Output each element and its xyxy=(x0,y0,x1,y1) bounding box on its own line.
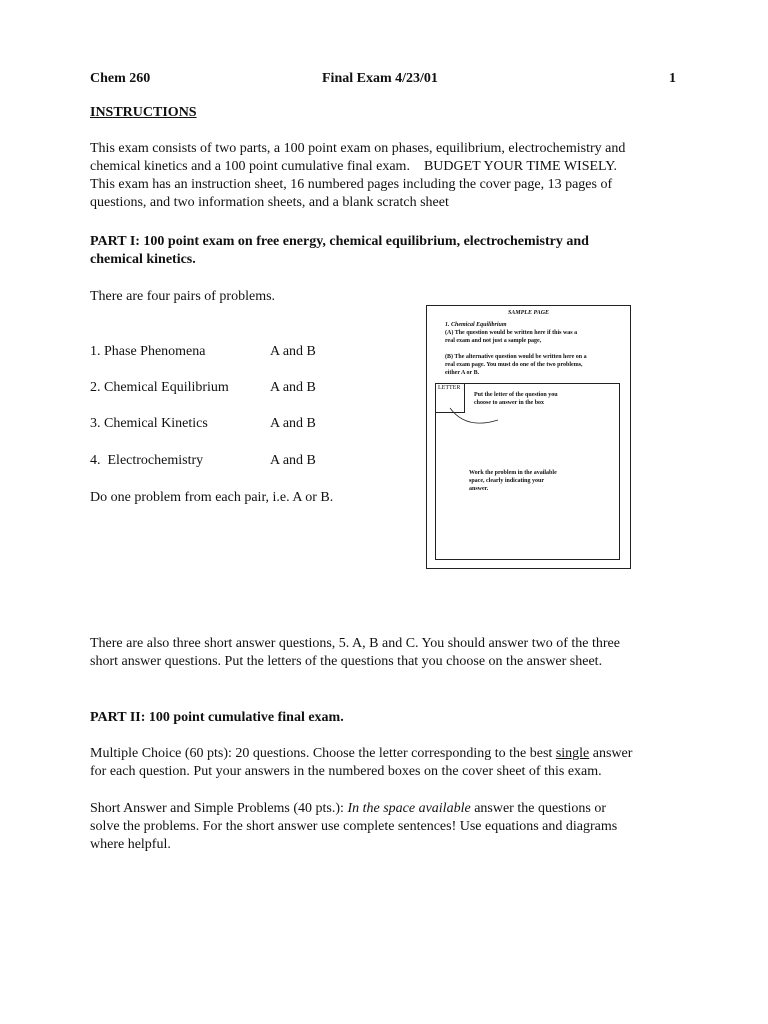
mc-text: answer xyxy=(589,746,633,761)
do-one-instruction: Do one problem from each pair, i.e. A or B. xyxy=(90,490,334,505)
pair-row xyxy=(90,415,316,433)
pair-topic: 4. Electrochemistry xyxy=(90,453,204,468)
short-answer-line: short answer questions. Put the letters of the questions that you choose on the answer sheet. xyxy=(90,654,603,669)
intro-line: This exam consists of two parts, a 100 point exam on phases, equilibrium, electrochemistry and xyxy=(90,141,626,156)
sample-b-line: real exam page. You must do one of the two problems, xyxy=(445,362,583,368)
sample-a-line: real exam and not just a sample page, xyxy=(445,338,542,344)
intro-line: chemical kinetics and a 100 point cumulative final exam. BUDGET YOUR TIME WISELY. xyxy=(90,159,617,174)
work-note-line: space, clearly indicating your xyxy=(469,478,544,484)
sample-page-title: SAMPLE PAGE xyxy=(507,310,550,316)
sample-b-line: (B) The alternative question would be written here on a xyxy=(445,354,587,360)
instructions-heading: INSTRUCTIONS xyxy=(90,105,197,120)
letter-label: LETTER xyxy=(438,385,461,391)
sa-line: where helpful. xyxy=(90,837,171,852)
pointer-arrow xyxy=(446,404,506,430)
pair-choice: A and B xyxy=(270,416,316,431)
mc-emphasis: single xyxy=(555,746,590,761)
letter-note-line: Put the letter of the question you xyxy=(474,392,558,398)
intro-line: This exam has an instruction sheet, 16 numbered pages including the cover page, 13 pages of xyxy=(90,177,613,192)
sample-answer-area xyxy=(435,383,620,560)
part1-heading-line: chemical kinetics. xyxy=(90,252,196,267)
pair-row xyxy=(90,379,316,397)
sample-b-line: either A or B. xyxy=(445,370,480,376)
sample-a-line: (A) The question would be written here if this was a xyxy=(445,330,578,336)
work-note-line: answer. xyxy=(469,486,489,492)
pair-choice: A and B xyxy=(270,453,316,468)
short-answer-problems-paragraph xyxy=(90,800,680,854)
intro-line: questions, and two information sheets, and a blank scratch sheet xyxy=(90,195,449,210)
sample-section: 1. Chemical Equilibrium xyxy=(445,322,507,328)
page-number: 1 xyxy=(669,71,676,86)
pair-choice: A and B xyxy=(270,344,316,359)
sa-text: answer the questions or xyxy=(470,801,606,816)
course-title: Chem 260 xyxy=(90,71,151,86)
part1-heading xyxy=(90,233,680,269)
sample-page-figure xyxy=(426,305,631,569)
sa-line: solve the problems. For the short answer use complete sentences! Use equations and diagrams xyxy=(90,819,618,834)
short-answer-line: There are also three short answer questions, 5. A, B and C. You should answer two of the three xyxy=(90,636,620,651)
sa-emphasis: In the space available xyxy=(347,801,471,816)
mc-text: Multiple Choice (60 pts): 20 questions. Choose the letter corresponding to the best xyxy=(90,746,556,761)
sa-text: Short Answer and Simple Problems (40 pts.): xyxy=(90,801,348,816)
sa-line xyxy=(90,800,680,818)
pair-topic: 1. Phase Phenomena xyxy=(90,344,206,359)
multiple-choice-paragraph xyxy=(90,745,680,781)
letter-note-line: choose to answer in the box xyxy=(474,400,545,406)
pair-topic: 3. Chemical Kinetics xyxy=(90,416,208,431)
work-note-line: Work the problem in the available xyxy=(469,470,557,476)
pair-row xyxy=(90,452,316,470)
pair-row xyxy=(90,343,316,361)
pairs-intro: There are four pairs of problems. xyxy=(90,289,276,304)
pair-choice: A and B xyxy=(270,380,316,395)
pair-topic: 2. Chemical Equilibrium xyxy=(90,380,229,395)
intro-paragraph xyxy=(90,140,680,212)
mc-line xyxy=(90,745,680,763)
short-answer-paragraph xyxy=(90,635,680,671)
part2-heading: PART II: 100 point cumulative final exam. xyxy=(90,710,344,725)
exam-title: Final Exam 4/23/01 xyxy=(322,71,438,86)
part1-heading-line: PART I: 100 point exam on free energy, chemical equilibrium, electrochemistry and xyxy=(90,234,589,249)
mc-line: for each question. Put your answers in the numbered boxes on the cover sheet of this exam. xyxy=(90,764,602,779)
